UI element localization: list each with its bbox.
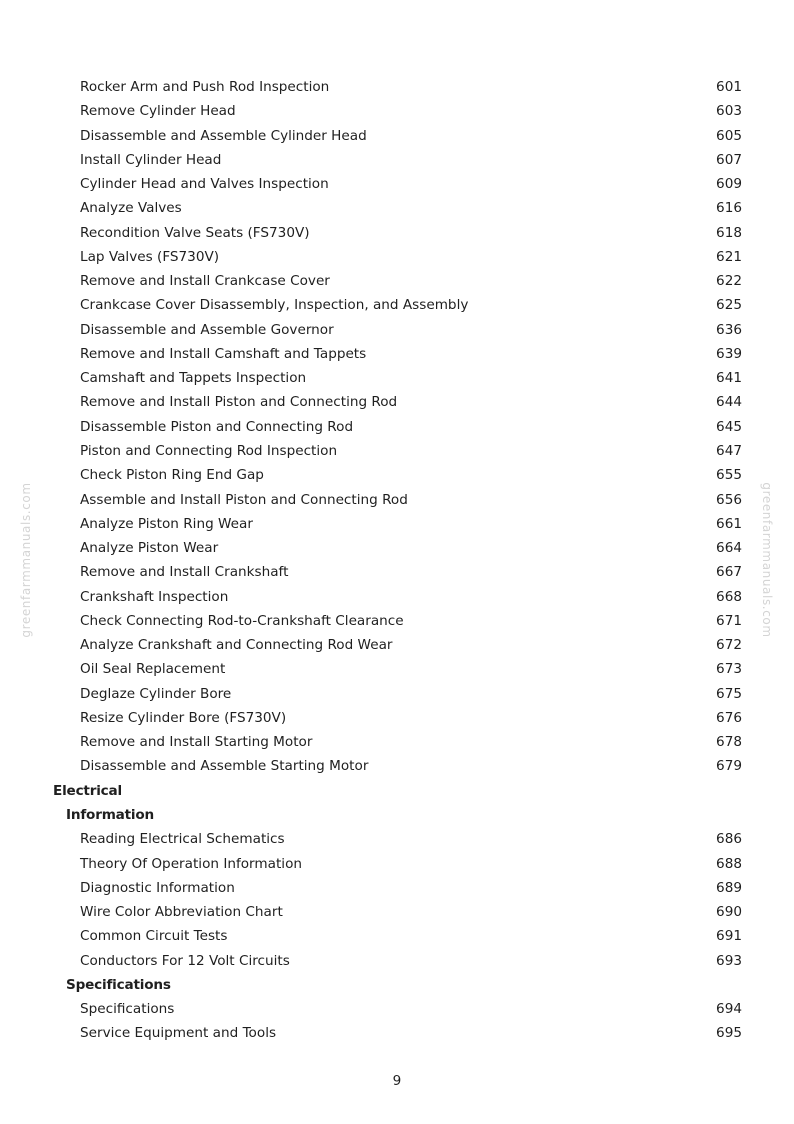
toc-entry-title: Remove and Install Crankshaft xyxy=(80,564,289,581)
toc-entry[interactable] xyxy=(0,366,794,390)
toc-entry-title: Oil Seal Replacement xyxy=(80,661,226,678)
toc-entry-page-number: 655 xyxy=(716,467,742,484)
toc-entry[interactable] xyxy=(0,560,794,584)
toc-entry-title: Disassemble Piston and Connecting Rod xyxy=(80,418,354,435)
toc-entry[interactable] xyxy=(0,221,794,245)
toc-entry-page-number: 603 xyxy=(716,103,742,120)
toc-entry[interactable] xyxy=(0,488,794,512)
toc-entry-title: Deglaze Cylinder Bore xyxy=(80,685,232,702)
toc-entry[interactable] xyxy=(0,633,794,657)
page-number: 9 xyxy=(392,1073,402,1089)
toc-entry-page-number: 644 xyxy=(716,394,742,411)
toc-entry-title: Analyze Valves xyxy=(80,200,182,217)
toc-entry-title: Assemble and Install Piston and Connecting Rod xyxy=(80,491,408,508)
toc-entry-title: Remove and Install Piston and Connecting Rod xyxy=(80,394,398,411)
toc-entry-title: Electrical xyxy=(53,782,122,799)
toc-entry-page-number: 621 xyxy=(716,248,742,265)
toc-entry[interactable] xyxy=(0,754,794,778)
toc-entry[interactable] xyxy=(0,75,794,99)
toc-entry[interactable] xyxy=(0,124,794,148)
toc-entry-page-number: 618 xyxy=(716,224,742,241)
toc-entry-title: Reading Electrical Schematics xyxy=(80,831,285,848)
toc-entry[interactable] xyxy=(0,730,794,754)
toc-entry-title: Crankcase Cover Disassembly, Inspection, and Assembly xyxy=(80,297,469,314)
toc-entry-page-number: 694 xyxy=(716,1001,742,1018)
toc-subsection-heading xyxy=(0,973,794,997)
toc-entry-title: Check Connecting Rod-to-Crankshaft Clearance xyxy=(80,612,404,629)
toc-entry-page-number: 639 xyxy=(716,345,742,362)
toc-entry-title: Common Circuit Tests xyxy=(80,928,228,945)
toc-entry[interactable] xyxy=(0,924,794,948)
toc-entry[interactable] xyxy=(0,997,794,1021)
toc-entry-title: Lap Valves (FS730V) xyxy=(80,248,220,265)
toc-entry-page-number: 609 xyxy=(716,176,742,193)
watermark-right: greenfarmmanuals.com xyxy=(760,482,774,638)
toc-entry-page-number: 622 xyxy=(716,273,742,290)
toc-entry-page-number: 678 xyxy=(716,734,742,751)
toc-entry[interactable] xyxy=(0,512,794,536)
toc-entry[interactable] xyxy=(0,318,794,342)
toc-entry-page-number: 676 xyxy=(716,709,742,726)
toc-entry[interactable] xyxy=(0,876,794,900)
toc-entry-page-number: 671 xyxy=(716,612,742,629)
toc-entry-title: Remove and Install Crankcase Cover xyxy=(80,273,330,290)
toc-entry-page-number: 668 xyxy=(716,588,742,605)
toc-entry-title: Remove and Install Starting Motor xyxy=(80,734,313,751)
toc-entry-page-number: 686 xyxy=(716,831,742,848)
toc-entry-title: Install Cylinder Head xyxy=(80,151,222,168)
toc-entry-title: Analyze Piston Ring Wear xyxy=(80,515,253,532)
toc-entry[interactable] xyxy=(0,585,794,609)
toc-entry[interactable] xyxy=(0,172,794,196)
toc-entry-page-number: 688 xyxy=(716,855,742,872)
toc-entry-title: Piston and Connecting Rod Inspection xyxy=(80,442,338,459)
toc-entry[interactable] xyxy=(0,415,794,439)
toc-entry[interactable] xyxy=(0,706,794,730)
toc-entry-page-number: 691 xyxy=(716,928,742,945)
toc-entry[interactable] xyxy=(0,196,794,220)
toc-entry-title: Conductors For 12 Volt Circuits xyxy=(80,952,290,969)
toc-entry-title: Remove Cylinder Head xyxy=(80,103,236,120)
toc-entry-page-number: 636 xyxy=(716,321,742,338)
toc-entry[interactable] xyxy=(0,148,794,172)
toc-entry[interactable] xyxy=(0,1021,794,1045)
toc-entry-title: Analyze Piston Wear xyxy=(80,540,219,557)
toc-entry[interactable] xyxy=(0,269,794,293)
toc-entry-title: Rocker Arm and Push Rod Inspection xyxy=(80,79,330,95)
toc-entry[interactable] xyxy=(0,390,794,414)
toc-entry-page-number: 625 xyxy=(716,297,742,314)
toc-entry-title: Recondition Valve Seats (FS730V) xyxy=(80,224,310,241)
toc-entry-page-number: 607 xyxy=(716,151,742,168)
toc-entry-page-number: 693 xyxy=(716,952,742,969)
toc-entry[interactable] xyxy=(0,342,794,366)
toc-entry-page-number: 690 xyxy=(716,904,742,921)
toc-entry[interactable] xyxy=(0,609,794,633)
toc-entry-page-number: 641 xyxy=(716,370,742,387)
toc-entry-page-number: 673 xyxy=(716,661,742,678)
toc-entry-page-number: 645 xyxy=(716,418,742,435)
toc-entry-title: Analyze Crankshaft and Connecting Rod Wear xyxy=(80,637,393,654)
toc-entry-page-number: 601 xyxy=(716,79,742,95)
toc-entry-page-number: 689 xyxy=(716,879,742,896)
toc-entry[interactable] xyxy=(0,852,794,876)
toc-entry-title: Disassemble and Assemble Governor xyxy=(80,321,334,338)
toc-entry-page-number: 605 xyxy=(716,127,742,144)
toc-entry-title: Crankshaft Inspection xyxy=(80,588,229,605)
toc-entry[interactable] xyxy=(0,536,794,560)
toc-entry-page-number: 672 xyxy=(716,637,742,654)
toc-entry-title: Specifications xyxy=(66,976,171,993)
toc-entry[interactable] xyxy=(0,439,794,463)
watermark-left: greenfarmmanuals.com xyxy=(19,482,33,638)
toc-entry-title: Remove and Install Camshaft and Tappets xyxy=(80,345,367,362)
toc-entry[interactable] xyxy=(0,293,794,317)
toc-entry-title: Specifications xyxy=(80,1001,175,1018)
toc-entry-title: Theory Of Operation Information xyxy=(80,855,303,872)
toc-entry-title: Cylinder Head and Valves Inspection xyxy=(80,176,329,193)
table-of-contents xyxy=(0,75,794,1046)
toc-entry-title: Camshaft and Tappets Inspection xyxy=(80,370,307,387)
toc-entry-page-number: 647 xyxy=(716,442,742,459)
toc-entry-title: Check Piston Ring End Gap xyxy=(80,467,264,484)
toc-entry[interactable] xyxy=(0,949,794,973)
toc-entry[interactable] xyxy=(0,463,794,487)
toc-subsection-heading xyxy=(0,803,794,827)
toc-entry[interactable] xyxy=(0,682,794,706)
toc-entry[interactable] xyxy=(0,245,794,269)
toc-entry-page-number: 679 xyxy=(716,758,742,775)
toc-entry-page-number: 656 xyxy=(716,491,742,508)
toc-entry[interactable] xyxy=(0,900,794,924)
toc-entry-title: Disassemble and Assemble Cylinder Head xyxy=(80,127,367,144)
toc-entry[interactable] xyxy=(0,99,794,123)
toc-entry-page-number: 675 xyxy=(716,685,742,702)
toc-section-heading xyxy=(0,779,794,803)
toc-entry-title: Service Equipment and Tools xyxy=(80,1025,277,1042)
toc-entry[interactable] xyxy=(0,657,794,681)
toc-entry-title: Information xyxy=(66,806,155,823)
toc-entry[interactable] xyxy=(0,827,794,851)
toc-entry-page-number: 695 xyxy=(716,1025,742,1042)
toc-entry-page-number: 667 xyxy=(716,564,742,581)
toc-entry-title: Diagnostic Information xyxy=(80,879,235,896)
toc-entry-page-number: 616 xyxy=(716,200,742,217)
toc-entry-title: Resize Cylinder Bore (FS730V) xyxy=(80,709,287,726)
toc-entry-page-number: 664 xyxy=(716,540,742,557)
toc-entry-title: Wire Color Abbreviation Chart xyxy=(80,904,283,921)
toc-entry-page-number: 661 xyxy=(716,515,742,532)
toc-entry-title: Disassemble and Assemble Starting Motor xyxy=(80,758,369,775)
